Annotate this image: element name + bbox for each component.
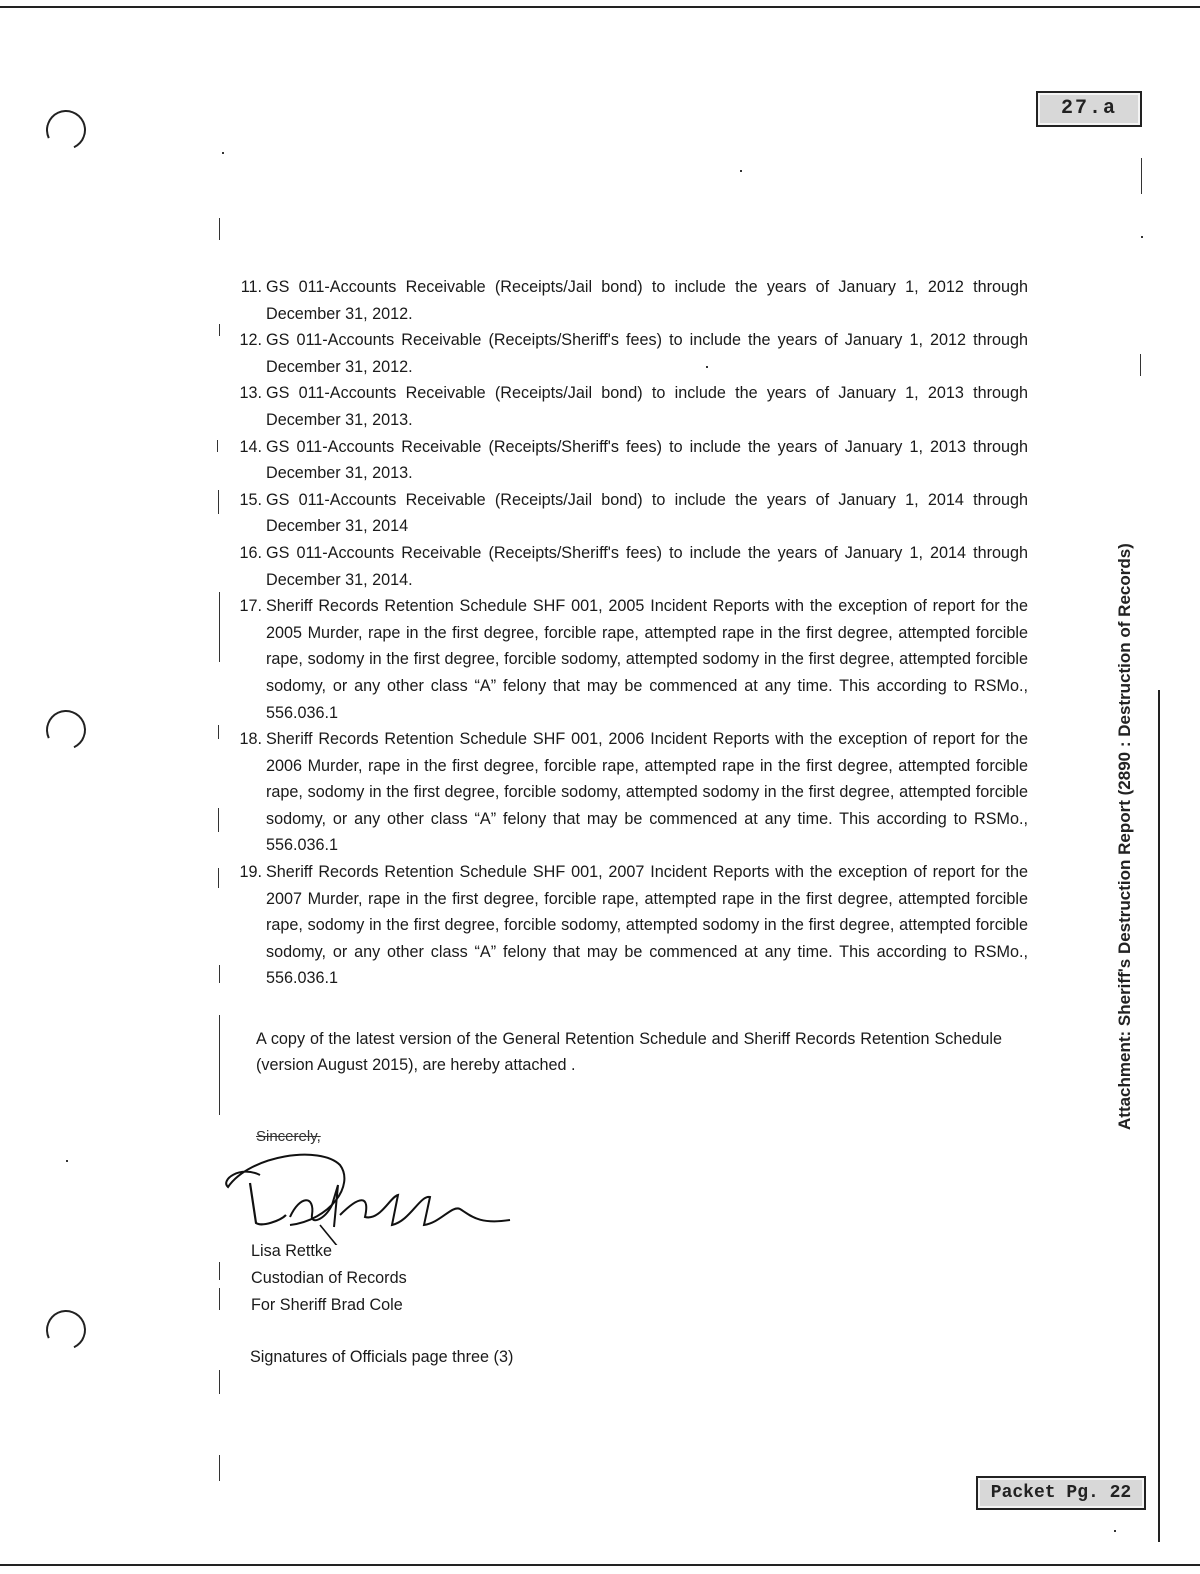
scan-mark (219, 1288, 220, 1310)
bottom-border-line (0, 1564, 1200, 1566)
item-number: 16. (239, 543, 262, 562)
signatures-note: Signatures of Officials page three (3) (250, 1348, 514, 1366)
scan-mark (218, 868, 219, 888)
signer-name: Lisa Rettke (251, 1242, 332, 1260)
signature-block (251, 1238, 407, 1319)
item-number: 18. (239, 730, 262, 749)
right-margin-line (1158, 690, 1160, 1542)
scan-mark (219, 324, 220, 336)
list-item (228, 540, 1028, 593)
scan-mark (66, 1160, 68, 1162)
item-text: GS 011-Accounts Receivable (Receipts/Sheriff's fees) to include the years of January 1, 2013 through December 31, 2013. (266, 437, 1028, 483)
packet-page-stamp: Packet Pg. 22 (976, 1476, 1146, 1510)
list-item (228, 327, 1028, 380)
item-text: GS 011-Accounts Receivable (Receipts/Jail bond) to include the years of January 1, 2012 through December 31, 2012. (266, 278, 1028, 323)
signer-office: For Sheriff Brad Cole (251, 1296, 403, 1314)
item-text: Sheriff Records Retention Schedule SHF 001, 2007 Incident Reports with the exception of report for the 2007 Murder, rape in the first degree, forcible rape, attempted rape in the first degree, attempted forcible rape, sodomy in the first degree, forcible sodomy, attempted sodomy in the first degree, attempted forcible sodomy, or any other class “A” felony that may be commenced at any time. This according to RSMo., 556.036.1 (266, 863, 1028, 988)
item-text: Sheriff Records Retention Schedule SHF 001, 2006 Incident Reports with the exception of report for the 2006 Murder, rape in the first degree, forcible rape, attempted rape in the first degree, attempted forcible rape, sodomy in the first degree, forcible sodomy, attempted sodomy in the first degree, attempted forcible sodomy, or any other class “A” felony that may be commenced at any time. This according to RSMo., 556.036.1 (266, 730, 1028, 855)
scan-mark (219, 1370, 220, 1394)
item-number: 19. (239, 863, 262, 882)
scan-mark (740, 170, 742, 172)
scan-mark (218, 808, 219, 832)
signer-title: Custodian of Records (251, 1269, 407, 1287)
item-number-stamp: 27.a (1036, 91, 1142, 127)
scan-mark (219, 218, 220, 240)
item-text: GS 011-Accounts Receivable (Receipts/Sheriff's fees) to include the years of January 1, 2012 through December 31, 2012. (266, 331, 1028, 376)
item-number: 11. (240, 278, 262, 296)
scan-mark (219, 592, 220, 662)
punch-hole-middle (40, 704, 91, 755)
attachment-side-label: Attachment: Sheriff's Destruction Report (2890 : Destruction of Records) (1115, 543, 1134, 1130)
scan-mark (217, 440, 218, 452)
scan-mark (1140, 354, 1141, 376)
top-border-line (0, 6, 1200, 8)
sincerely-text: Sincerely, (256, 1128, 321, 1145)
list-item (228, 434, 1028, 487)
list-item (228, 859, 1028, 992)
item-text: GS 011-Accounts Receivable (Receipts/Jail bond) to include the years of January 1, 2014 through December 31, 2014 (266, 490, 1028, 536)
list-item (228, 274, 1028, 327)
item-number: 14. (239, 437, 262, 456)
item-text: GS 011-Accounts Receivable (Receipts/Jail bond) to include the years of January 1, 2013 through December 31, 2013. (266, 384, 1028, 429)
handwritten-signature (220, 1125, 540, 1245)
item-number: 17. (239, 597, 262, 616)
item-text: Sheriff Records Retention Schedule SHF 001, 2005 Incident Reports with the exception of report for the 2005 Murder, rape in the first degree, forcible rape, attempted rape in the first degree, attempted forcible rape, sodomy in the first degree, forcible sodomy, attempted sodomy in the first degree, attempted forcible sodomy, or any other class “A” felony that may be commenced at any time. This according to RSMo., 556.036.1 (266, 597, 1028, 722)
item-number: 12. (239, 331, 262, 350)
punch-hole-top (40, 104, 91, 155)
scan-mark (219, 1455, 220, 1481)
scan-mark (222, 152, 224, 154)
item-text: GS 011-Accounts Receivable (Receipts/Sheriff's fees) to include the years of January 1, 2014 through December 31, 2014. (266, 543, 1028, 589)
item-number: 15. (239, 490, 262, 509)
scan-mark (219, 965, 220, 983)
list-item (228, 593, 1028, 726)
list-item (228, 726, 1028, 859)
scan-mark (219, 1015, 220, 1115)
scan-mark (1141, 236, 1143, 238)
scan-mark (1141, 158, 1142, 194)
records-list (228, 274, 1028, 992)
closing-paragraph: A copy of the latest version of the General Retention Schedule and Sheriff Records Retention Schedule (version August 2015), are hereby attached . (256, 1030, 1002, 1074)
punch-hole-bottom (40, 1304, 91, 1355)
item-number: 13. (239, 384, 262, 403)
scan-mark (218, 490, 219, 514)
scan-mark (219, 1262, 220, 1280)
scan-mark (706, 366, 708, 368)
scan-mark (1114, 1530, 1116, 1532)
scan-mark (218, 725, 219, 739)
list-item (228, 380, 1028, 433)
list-item (228, 487, 1028, 540)
